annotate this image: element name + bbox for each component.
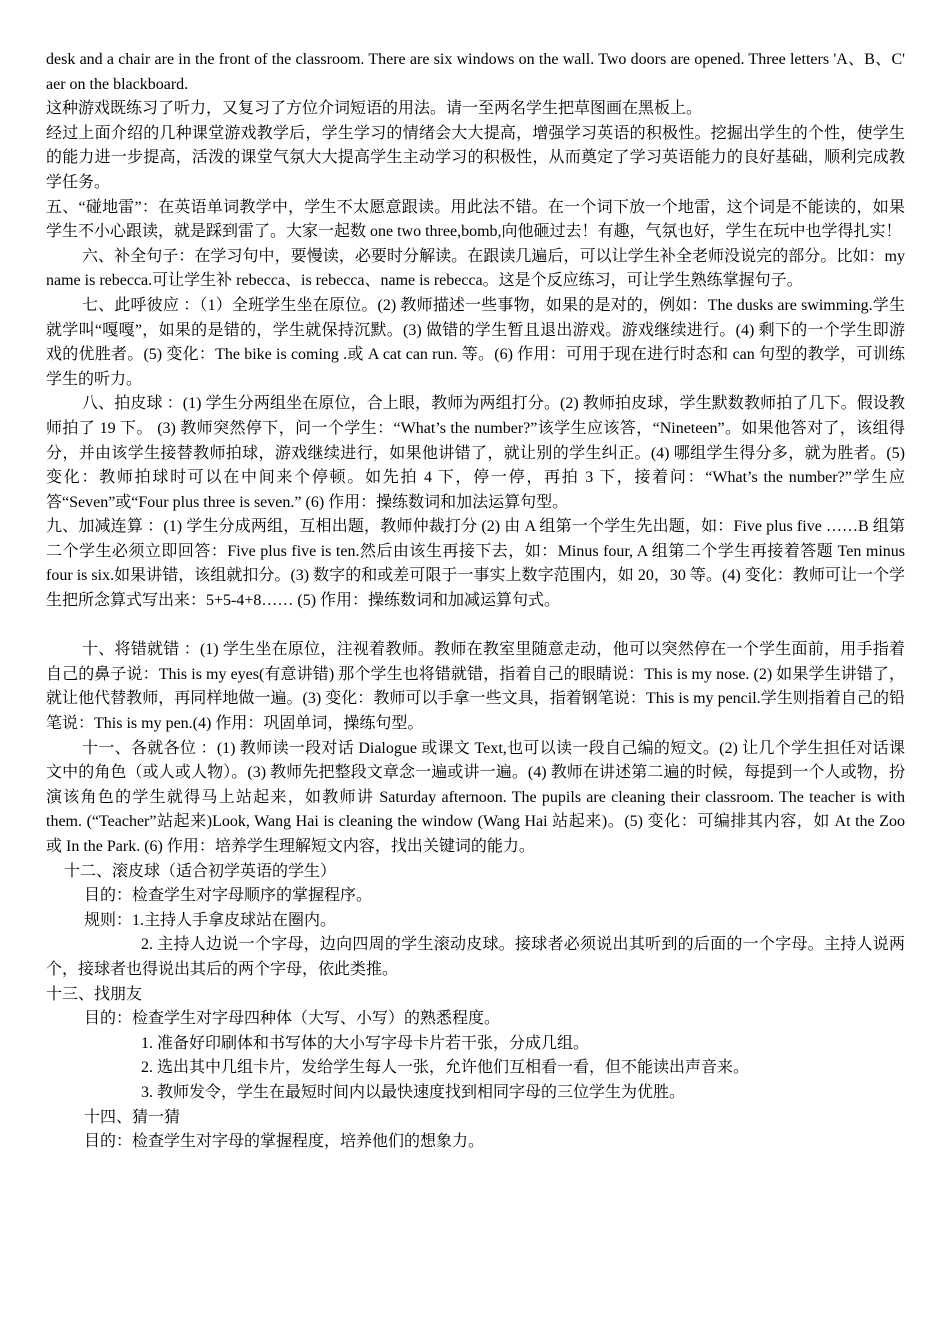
section-12-goal: 目的：检查学生对字母顺序的掌握程序。 [84,887,373,905]
paragraph-summary: 经过上面介绍的几种课堂游戏教学后，学生学习的情绪会大大提高，增强学习英语的积极性。挖掘出学生的个性，使学生的能力进一步提高，活泼的课堂气氛大大提高学生主动学习的积极性，从而奠定了学习英语能力的良好基础，顺利完成教学任务。 [46,124,905,191]
section-12-rule-2: 2. 主持人边说一个字母，边向四周的学生滚动皮球。接球者必须说出其听到的后面的一个字母。主持人说两个，接球者也得说出其后的两个字母，依此类推。 [46,936,905,978]
section-13-step-3: 3. 教师发令，学生在最短时间内以最快速度找到相同字母的三位学生为优胜。 [141,1083,686,1101]
section-13-goal: 目的：检查学生对字母四种体（大写、小写）的熟悉程度。 [84,1010,501,1028]
section-12-heading: 十二、滚皮球（适合初学英语的学生） [64,862,337,880]
section-13-heading: 十三、找朋友 [46,985,143,1003]
section-13-step-2: 2. 选出其中几组卡片，发给学生每人一张，允许他们互相看一看，但不能读出声音来。 [141,1059,750,1077]
paragraph-game-note: 这种游戏既练习了听力，又复习了方位介词短语的用法。请一至两名学生把草图画在黑板上。 [46,100,703,118]
section-13-step-1: 1. 准备好印刷体和书写体的大小写字母卡片若干张，分成几组。 [141,1034,590,1052]
section-14-heading: 十四、猜一猜 [84,1108,181,1126]
paragraph-classroom-description: desk and a chair are in the front of the classroom. There are six windows on the wall. Two doors are opened. Three letters 'A、B、C' aer on the blackboard. [46,51,905,93]
section-6-complete-sentence: 六、补全句子：在学习句中，要慢读，必要时分解读。在跟读几遍后，可以让学生补全老师没说完的部分。比如：my name is rebecca.可让学生补 rebecca、is rebecca、name is rebecca。这是个反应练习，可让学生熟练掌握句子。 [46,247,905,290]
section-11-positions: 十一、各就各位 ：(1) 教师读一段对话 Dialogue 或课文 Text,也可以读一段自己编的短文。(2) 让几个学生担任对话课文中的角色（或人或人物）。(3) 教师先把整段文章念一遍或讲一遍。(4) 教师在讲述第二遍的时候，每提到一个人或物，扮演该角色的学生就得马上站起来，如教师讲 Saturday afternoon. The pupils are cleaning their classroom. The teacher is with them. (“Teacher”站起来)Look, Wang Hai is cleaning the window (Wang Hai 站起来)。(5) 变化：可编排其内容，如 At the Zoo 或 In the Park. (6) 作用：培养学生理解短文内容，找出关键词的能力。 [46,739,905,855]
section-9-add-subtract: 九、加减连算 ：(1) 学生分成两组，互相出题，教师仲裁打分 (2) 由 A 组第一个学生先出题，如：Five plus five ……B 组第二个学生必须立即回答：Five plus five is ten.然后由该生再接下去，如：Minus four, A 组第二个学生再接着答题 Ten minus four is six.如果讲错，该组就扣分。(3) 数字的和或差可限于一事实上数字范围内，如 20，30 等。(4) 变化：教师可让一个学生把所念算式写出来：5+5-4+8…… (5) 作用：操练数词和加减运算句式。 [46,518,905,610]
section-10-mistakes: 十、将错就错 ：(1) 学生坐在原位，注视着教师。教师在教室里随意走动，他可以突然停在一个学生面前，用手指着自己的鼻子说：This is my eyes(有意讲错) 那个学生也将错就错，指着自己的眼睛说：This is my nose. (2) 如果学生讲错了，就让他代替教师，再同样地做一遍。(3) 变化：教师可以手拿一些文具，指着钢笔说：This is my pencil.学生则指着自己的铅笔说：This is my pen.(4) 作用：巩固单词，操练句型。 [46,641,905,733]
section-14-goal: 目的：检查学生对字母的掌握程度，培养他们的想象力。 [84,1133,485,1151]
section-8-bounce-ball: 八、拍皮球 ：(1) 学生分两组坐在原位，合上眼，教师为两组打分。(2) 教师拍皮球，学生默数教师拍了几下。假设教师拍了 19 下。 (3) 教师突然停下，问一个学生：“What’s the number?”该学生应该答，“Nineteen”。如果他答对了，该组得分，并由该学生接替教师拍球，游戏继续进行，如果他讲错了，就让别的学生纠正。(4) 哪组学生得分多，就为胜者。(5) 变化：教师拍球时可以在中间来个停顿。如先拍 4 下，停一停，再拍 3 下，接着问：“What’s the number?”学生应答“Seven”或“Four plus three is seven.” (6) 作用：操练数词和加法运算句型。 [46,395,905,511]
blank-line [46,614,905,639]
section-5-landmine: 五、“碰地雷”：在英语单词教学中，学生不太愿意跟读。用此法不错。在一个词下放一个地雷，这个词是不能读的，如果学生不小心跟读，就是踩到雷了。大家一起数 one two three,bomb,向他砸过去！有趣，气氛也好，学生在玩中也学得扎实！ [46,198,905,241]
section-7-call-and-response: 七、此呼彼应 ：（1）全班学生坐在原位。(2) 教师描述一些事物，如果的是对的，例如：The dusks are swimming.学生就学叫“嘎嘎”，如果的是错的，学生就保持沉默。(3) 做错的学生暂且退出游戏。游戏继续进行。(4) 剩下的一个学生即游戏的优胜者。(5) 变化：The bike is coming .或 A cat can run. 等。(6) 作用：可用于现在进行时态和 can 句型的教学，可训练学生的听力。 [46,296,905,388]
section-12-rule-1: 规则：1.主持人手拿皮球站在圈内。 [84,911,337,929]
